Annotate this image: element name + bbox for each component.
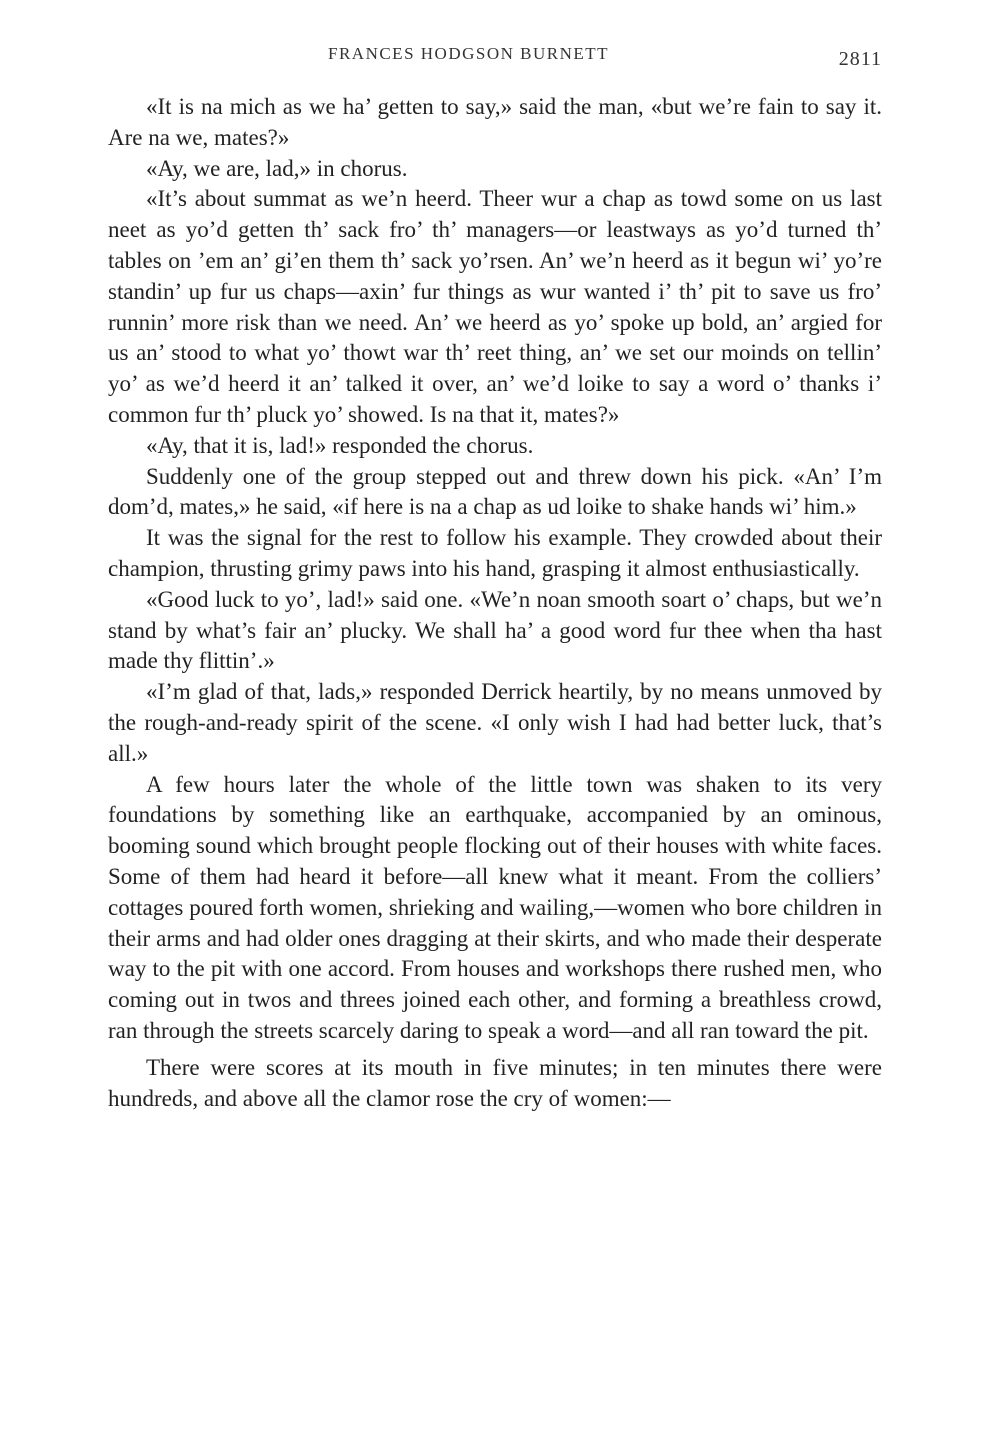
paragraph: There were scores at its mouth in five minutes; in ten minutes there were hundreds, and above all the clamor rose the cry of women:— — [108, 1054, 882, 1111]
paragraph: It was the signal for the rest to follow his example. They crowded about their champion, thrusting grimy paws into his hand, grasping it almost enthusiastically. — [108, 525, 882, 581]
paragraph: «Ay, we are, lad,» in chorus. — [146, 155, 408, 181]
paragraph: «It is na mich as we ha’ getten to say,» said the man, «but we’re fain to say it. Are na we, mates?» — [108, 94, 882, 150]
paragraph: «It’s about summat as we’n heerd. Theer wur a chap as towd some on us last neet as yo’d getten th’ sack fro’ th’ managers—or leastways as yo’d turned th’ tables on ’em an’ gi’en them th’ sack yo’rsen. An’ we’n heerd as it begun wi’ yo’re standin’ up fur us chaps—axin’ fur things as wur wanted i’ th’ pit to save us fro’ runnin’ more risk than we need. An’ we heerd as yo’ spoke up bold, an’ argied for us an’ stood to what yo’ thowt war th’ reet thing, an’ we set our moinds on tellin’ yo’ as we’d heerd it an’ talked it over, an’ we’d loike to say a word o’ thanks i’ common fur th’ pluck yo’ showed. Is na that it, mates?» — [108, 186, 882, 427]
running-title: FRANCES HODGSON BURNETT — [328, 44, 610, 63]
paragraph: A few hours later the whole of the little town was shaken to its very foundations by something like an earthquake, accompanied by an ominous, booming sound which brought people flocking out of their houses with white faces. Some of them had heard it before—all knew what it meant. From the colliers’ cottages poured forth women, shrieking and wailing,—women who bore children in their arms and had older ones dragging at their skirts, and who made their desperate way to the pit with one accord. From houses and workshops there rushed men, who coming out in twos and threes joined each other, and forming a breathless crowd, ran through the streets scarcely daring to speak a word—and all ran toward the pit. — [108, 771, 882, 1043]
page-number: 2811 — [838, 48, 882, 70]
paragraph: «Good luck to yo’, lad!» said one. «We’n noan smooth soart o’ chaps, but we’n stand by what’s fair an’ plucky. We shall ha’ a good word fur thee when tha hast made thy flittin’.» — [108, 586, 882, 674]
body-text — [108, 92, 882, 1114]
paragraph: «I’m glad of that, lads,» responded Derrick heartily, by no means unmoved by the rough-and-ready spirit of the scene. «I only wish I had had better luck, that’s all.» — [108, 679, 882, 766]
running-head — [108, 40, 882, 70]
paragraph: Suddenly one of the group stepped out and threw down his pick. «An’ I’m dom’d, mates,» he said, «if here is na a chap as ud loike to shake hands wi’ him.» — [108, 463, 882, 520]
book-page — [108, 40, 882, 1114]
paragraph: «Ay, that it is, lad!» responded the chorus. — [146, 432, 534, 458]
